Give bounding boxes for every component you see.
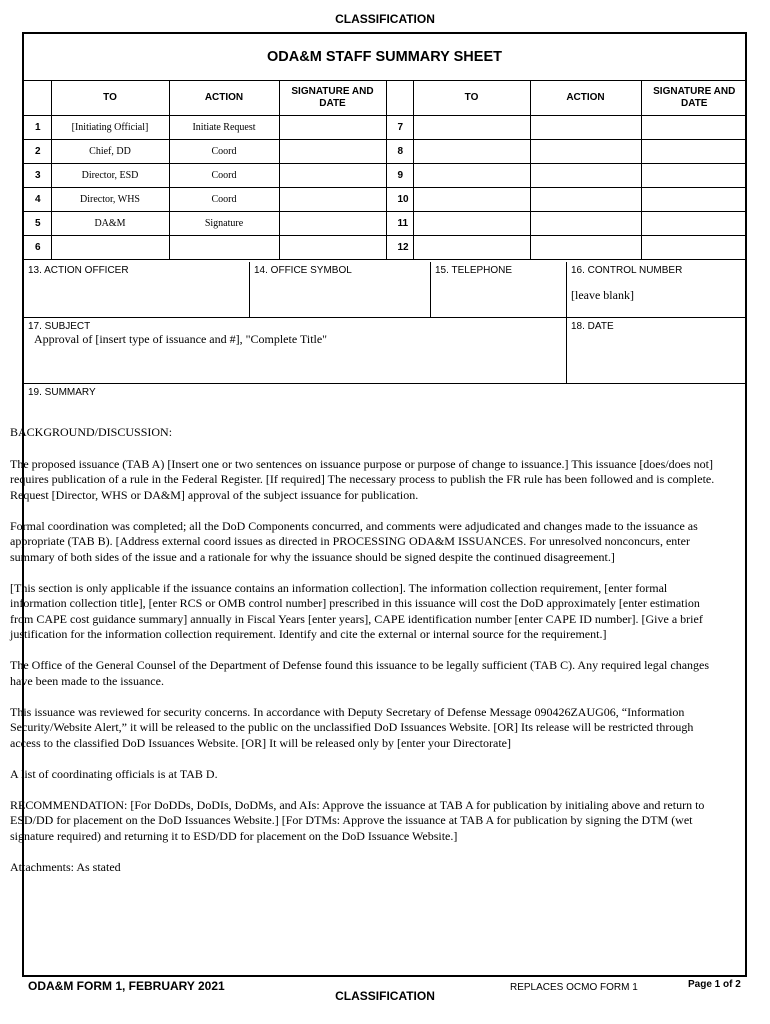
- signature-date-cell[interactable]: [641, 116, 747, 140]
- to-cell[interactable]: Director, ESD: [51, 164, 169, 188]
- action-cell[interactable]: Signature: [169, 212, 279, 236]
- row-number: 6: [24, 236, 51, 260]
- row-number: 1: [24, 116, 51, 140]
- office-symbol-field[interactable]: [250, 262, 431, 318]
- action-cell[interactable]: Coord: [169, 164, 279, 188]
- signature-date-cell[interactable]: [641, 236, 747, 260]
- page-number: Page 1 of 2: [688, 979, 741, 990]
- to-cell[interactable]: Director, WHS: [51, 188, 169, 212]
- action-officer-label: 13. ACTION OFFICER: [28, 265, 129, 276]
- routing-row: [24, 140, 747, 164]
- row-number: 9: [386, 164, 413, 188]
- summary-heading: BACKGROUND/DISCUSSION:: [10, 425, 173, 439]
- to-cell[interactable]: Chief, DD: [51, 140, 169, 164]
- office-symbol-label: 14. OFFICE SYMBOL: [254, 265, 352, 276]
- signature-date-cell[interactable]: [279, 236, 386, 260]
- row-number: 8: [386, 140, 413, 164]
- action-cell[interactable]: [530, 164, 641, 188]
- action-cell[interactable]: [530, 236, 641, 260]
- routing-row: [24, 188, 747, 212]
- row-number: 10: [386, 188, 413, 212]
- row-number: 11: [386, 212, 413, 236]
- subject-field[interactable]: [24, 318, 567, 384]
- summary-paragraph: Formal coordination was completed; all the DoD Components concurred, and comments were adjudicated and changes made to the issuance as appropriate (TAB B). [Address external coord issues as directed in PROCESSING ODA&M ISSUANCES. For unresolved nonconcurs, enter summary of both sides of the issue and a rationale for why the issuance should be signed despite the continued disagreement.]: [10, 518, 698, 564]
- action-cell[interactable]: [530, 212, 641, 236]
- to-cell[interactable]: [413, 116, 530, 140]
- replaces-note: REPLACES OCMO FORM 1: [510, 982, 638, 993]
- routing-row: [24, 164, 747, 188]
- action-cell[interactable]: [530, 116, 641, 140]
- summary-body: [10, 425, 715, 891]
- summary-paragraph: The Office of the General Counsel of the Department of Defense found this issuance to be legally sufficient (TAB C). Any required legal changes have been made to the issuance.: [10, 658, 710, 688]
- summary-paragraph: The proposed issuance (TAB A) [Insert one or two sentences on issuance purpose or purpose of change to issuance.] This issuance [does/does not] requires publication of a rule in the Federal Register. [If required] The necessary process to publish the FR rule has been followed and is complete. Request [Director, WHS or DA&M] approval of the subject issuance for publication.: [10, 456, 715, 502]
- action-cell[interactable]: [530, 140, 641, 164]
- date-field[interactable]: [567, 318, 747, 384]
- routing-header-row: [24, 81, 747, 116]
- routing-row: [24, 212, 747, 236]
- row-number: 4: [24, 188, 51, 212]
- signature-date-cell[interactable]: [641, 140, 747, 164]
- signature-date-cell[interactable]: [641, 212, 747, 236]
- signature-date-cell[interactable]: [279, 164, 386, 188]
- action-officer-field[interactable]: [24, 262, 250, 318]
- summary-paragraph: RECOMMENDATION: [For DoDDs, DoDIs, DoDMs, and AIs: Approve the issuance at TAB A for publication by initialing above and return to ESD/DD for placement on the DoD Issuances Website.] [For DTMs: Approve the issuance at TAB A for publication by signing the DTM (wet signature required) and returning it to ESD/DD for placement on the DoD Issuance Website.]: [10, 797, 705, 843]
- officer-row: [24, 262, 747, 318]
- summary-paragraph: This issuance was reviewed for security concerns. In accordance with Deputy Secretary of Defense Message 090426ZAUG06, “Information Security/Website Alert,” it will be released to the public on the unclassified DoD Issuances Website. [OR] Its release will be restricted through access to the classified DoD Issuances Website. [OR] It will be released only by [enter your Directorate]: [10, 704, 694, 750]
- action-cell[interactable]: [530, 188, 641, 212]
- action-cell[interactable]: Coord: [169, 188, 279, 212]
- subject-row: [24, 318, 747, 384]
- signature-date-cell[interactable]: [279, 116, 386, 140]
- subject-value: Approval of [insert type of issuance and #], "Complete Title": [34, 332, 328, 346]
- to-cell[interactable]: [413, 164, 530, 188]
- classification-top: CLASSIFICATION: [335, 12, 435, 26]
- telephone-label: 15. TELEPHONE: [435, 265, 513, 276]
- subject-label: 17. SUBJECT: [28, 321, 91, 332]
- action-cell[interactable]: Initiate Request: [169, 116, 279, 140]
- date-label: 18. DATE: [571, 321, 614, 332]
- to-cell[interactable]: [51, 236, 169, 260]
- row-number: 3: [24, 164, 51, 188]
- form-identifier: ODA&M FORM 1, FEBRUARY 2021: [28, 979, 225, 993]
- header-action: ACTION: [169, 81, 279, 116]
- summary-paragraph: [This section is only applicable if the issuance contains an information collection]. The information collection requirement, [enter formal information collection title], [enter RCS or OMB control number] prescribed in this issuance will cost the DoD approximately [enter estimation from CAPE cost guidance summary] annually in Fiscal Years [enter years], CAPE identification number [enter CAPE ID number]. [Give a brief justification for the information collection requirement. Identify and cite the external or internal source for the requirement.]: [10, 580, 703, 641]
- to-cell[interactable]: [413, 236, 530, 260]
- header-signature-date: SIGNATURE AND DATE: [279, 81, 386, 116]
- signature-date-cell[interactable]: [641, 164, 747, 188]
- summary-paragraph: A list of coordinating officials is at TAB D.: [10, 766, 218, 781]
- summary-label: 19. SUMMARY: [28, 387, 96, 398]
- header-to-2: TO: [413, 81, 530, 116]
- row-number: 2: [24, 140, 51, 164]
- to-cell[interactable]: [413, 188, 530, 212]
- to-cell[interactable]: [413, 140, 530, 164]
- row-number: 7: [386, 116, 413, 140]
- row-number: 5: [24, 212, 51, 236]
- header-to: TO: [51, 81, 169, 116]
- attachments-line: Attachments: As stated: [10, 859, 121, 874]
- signature-date-cell[interactable]: [641, 188, 747, 212]
- header-signature-date-2: SIGNATURE AND DATE: [641, 81, 747, 116]
- signature-date-cell[interactable]: [279, 140, 386, 164]
- routing-row: [24, 236, 747, 260]
- signature-date-cell[interactable]: [279, 188, 386, 212]
- header-action-2: ACTION: [530, 81, 641, 116]
- telephone-field[interactable]: [431, 262, 567, 318]
- to-cell[interactable]: [Initiating Official]: [51, 116, 169, 140]
- action-cell[interactable]: [169, 236, 279, 260]
- control-number-field[interactable]: [567, 262, 747, 318]
- action-cell[interactable]: Coord: [169, 140, 279, 164]
- classification-bottom: CLASSIFICATION: [335, 989, 435, 1003]
- form-title: ODA&M STAFF SUMMARY SHEET: [24, 34, 745, 81]
- signature-date-cell[interactable]: [279, 212, 386, 236]
- control-number-label: 16. CONTROL NUMBER: [571, 265, 683, 276]
- row-number: 12: [386, 236, 413, 260]
- to-cell[interactable]: DA&M: [51, 212, 169, 236]
- routing-row: [24, 116, 747, 140]
- to-cell[interactable]: [413, 212, 530, 236]
- routing-table: [24, 80, 747, 260]
- control-number-value: [leave blank]: [571, 288, 634, 302]
